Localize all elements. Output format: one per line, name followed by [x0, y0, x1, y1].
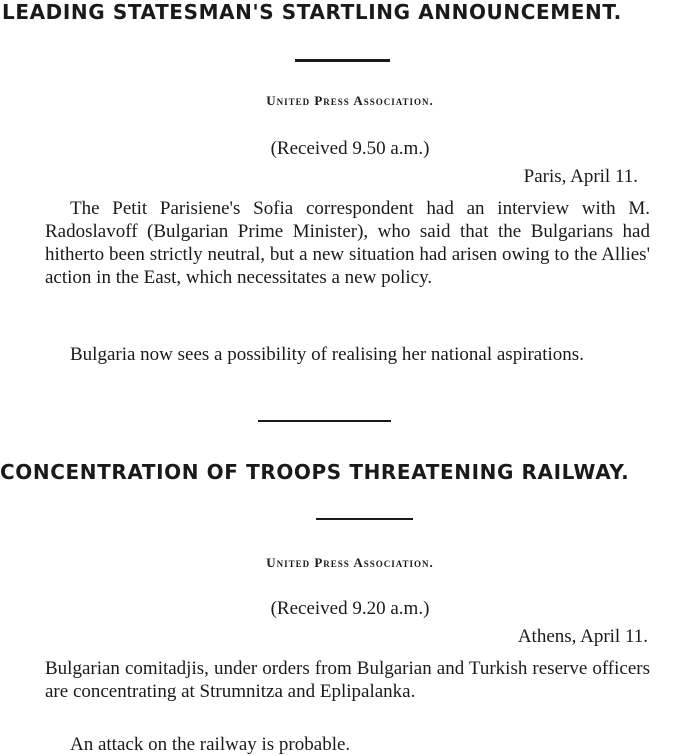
article-paragraph: Bulgaria now sees a possibility of realising her national aspirations.	[70, 344, 584, 365]
headline-statesman-announcement: LEADING STATESMAN'S STARTLING ANNOUNCEMENT.	[2, 0, 622, 24]
received-time: (Received 9.20 a.m.)	[270, 598, 430, 619]
ornamental-rule	[295, 59, 390, 62]
headline-troops-railway: CONCENTRATION OF TROOPS THREATENING RAILWAY.	[0, 460, 630, 484]
agency-credit: United Press Association.	[266, 93, 434, 108]
article-paragraph: An attack on the railway is probable.	[70, 734, 351, 755]
dateline: Paris, April 11.	[523, 166, 638, 187]
article-paragraph: The Petit Parisiene's Sofia correspondent had an interview with M. Radoslavoff (Bulgarian Prime Minister), who said that the Bulgarians had hitherto been strictly neutral, but a new situation had arisen owing to the Allies' action in the East, which necessitates a new policy.	[45, 198, 650, 288]
received-time: (Received 9.50 a.m.)	[270, 138, 430, 159]
ornamental-rule	[316, 518, 413, 520]
agency-credit: United Press Association.	[266, 555, 434, 570]
section-divider	[258, 420, 391, 422]
article-paragraph: Bulgarian comitadjis, under orders from Bulgarian and Turkish reserve officers are concentrating at Strumnitza and Eplipalanka.	[45, 658, 650, 702]
dateline: Athens, April 11.	[517, 626, 648, 647]
